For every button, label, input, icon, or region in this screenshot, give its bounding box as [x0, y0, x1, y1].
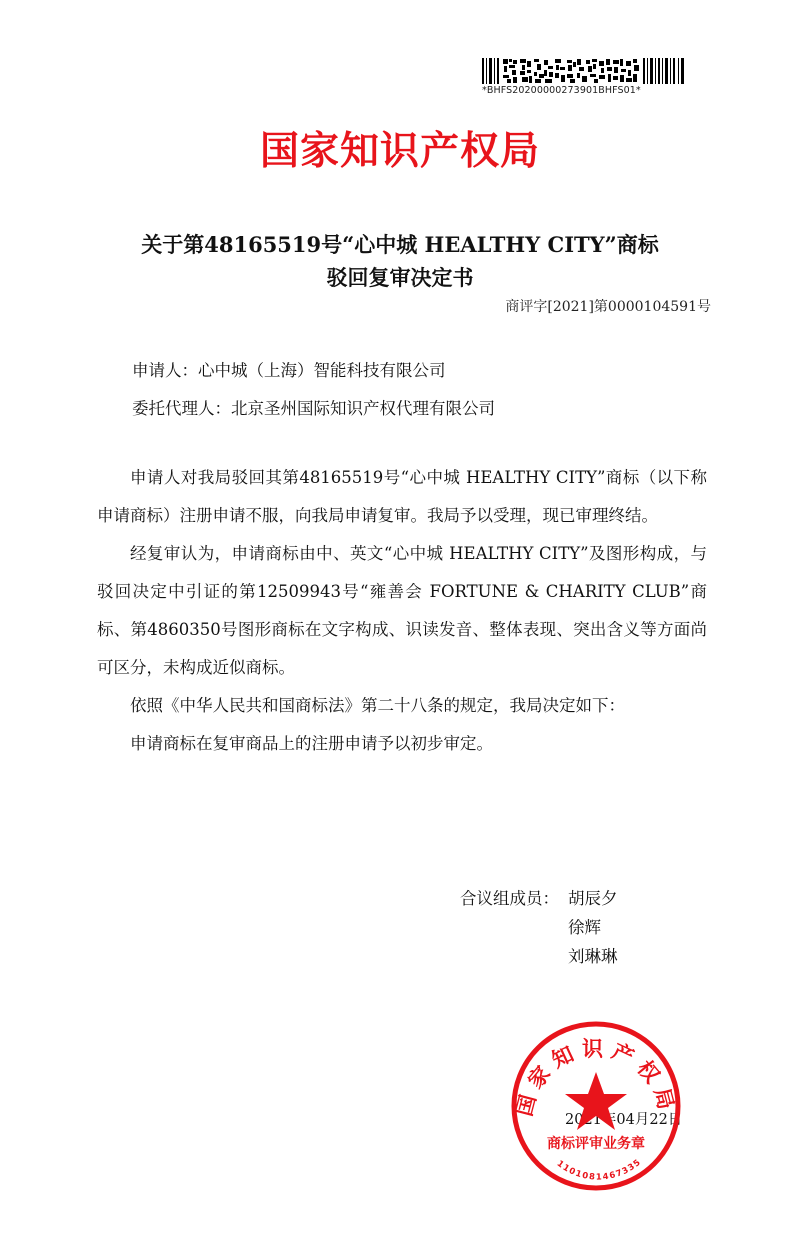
panel-member: 胡辰夕: [568, 889, 618, 908]
document-barcode: [482, 58, 685, 84]
decision-date: 2021年04月22日: [565, 1112, 683, 1128]
svg-text:1101081467335: 1101081467335: [554, 1157, 644, 1183]
issuing-office-title: 国家知识产权局: [259, 129, 540, 174]
panel-member: 徐辉: [568, 918, 601, 937]
panel-label: 合议组成员：: [460, 889, 559, 908]
decision-title-line2: 驳回复审决定书: [326, 265, 474, 290]
body-paragraph: 经复审认为，申请商标由中、英文“心中城 HEALTHY CITY”及图形构成，与驳回决定中引证的第12509943号“雍善会 FORTUNE & CHARITY CLUB”商标、第4860350号图形商标在文字构成、识读发音、整体表现、突出含义等方面尚可区分，未构成近似商标。: [97, 544, 707, 677]
applicant-line: 申请人：心中城（上海）智能科技有限公司: [132, 361, 446, 380]
agent-line: 委托代理人：北京圣州国际知识产权代理有限公司: [132, 399, 495, 418]
document-number: 商评字[2021]第0000104591号: [505, 299, 711, 315]
decision-body: [97, 459, 707, 763]
seal-star-icon: [565, 1072, 627, 1130]
svg-text:商标评审业务章: 商标评审业务章: [547, 1136, 645, 1152]
body-paragraph: 申请人对我局驳回其第48165519号“心中城 HEALTHY CITY”商标（以下称申请商标）注册申请不服，向我局申请复审。我局予以受理，现已审理终结。: [97, 468, 707, 525]
official-seal: [510, 1020, 682, 1192]
decision-title-line1: 关于第48165519号“心中城 HEALTHY CITY”商标: [141, 232, 659, 257]
body-paragraph: 申请商标在复审商品上的注册申请予以初步审定。: [130, 734, 493, 753]
panel-member: 刘琳琳: [568, 947, 618, 966]
panel-members: [568, 884, 688, 971]
review-panel: [460, 884, 618, 966]
svg-text:国家知识产权局: 国家知识产权局: [512, 1037, 680, 1119]
body-paragraph: 依照《中华人民共和国商标法》第二十八条的规定，我局决定如下：: [130, 696, 625, 715]
barcode-number: *BHFS20200000273901BHFS01*: [482, 85, 641, 96]
